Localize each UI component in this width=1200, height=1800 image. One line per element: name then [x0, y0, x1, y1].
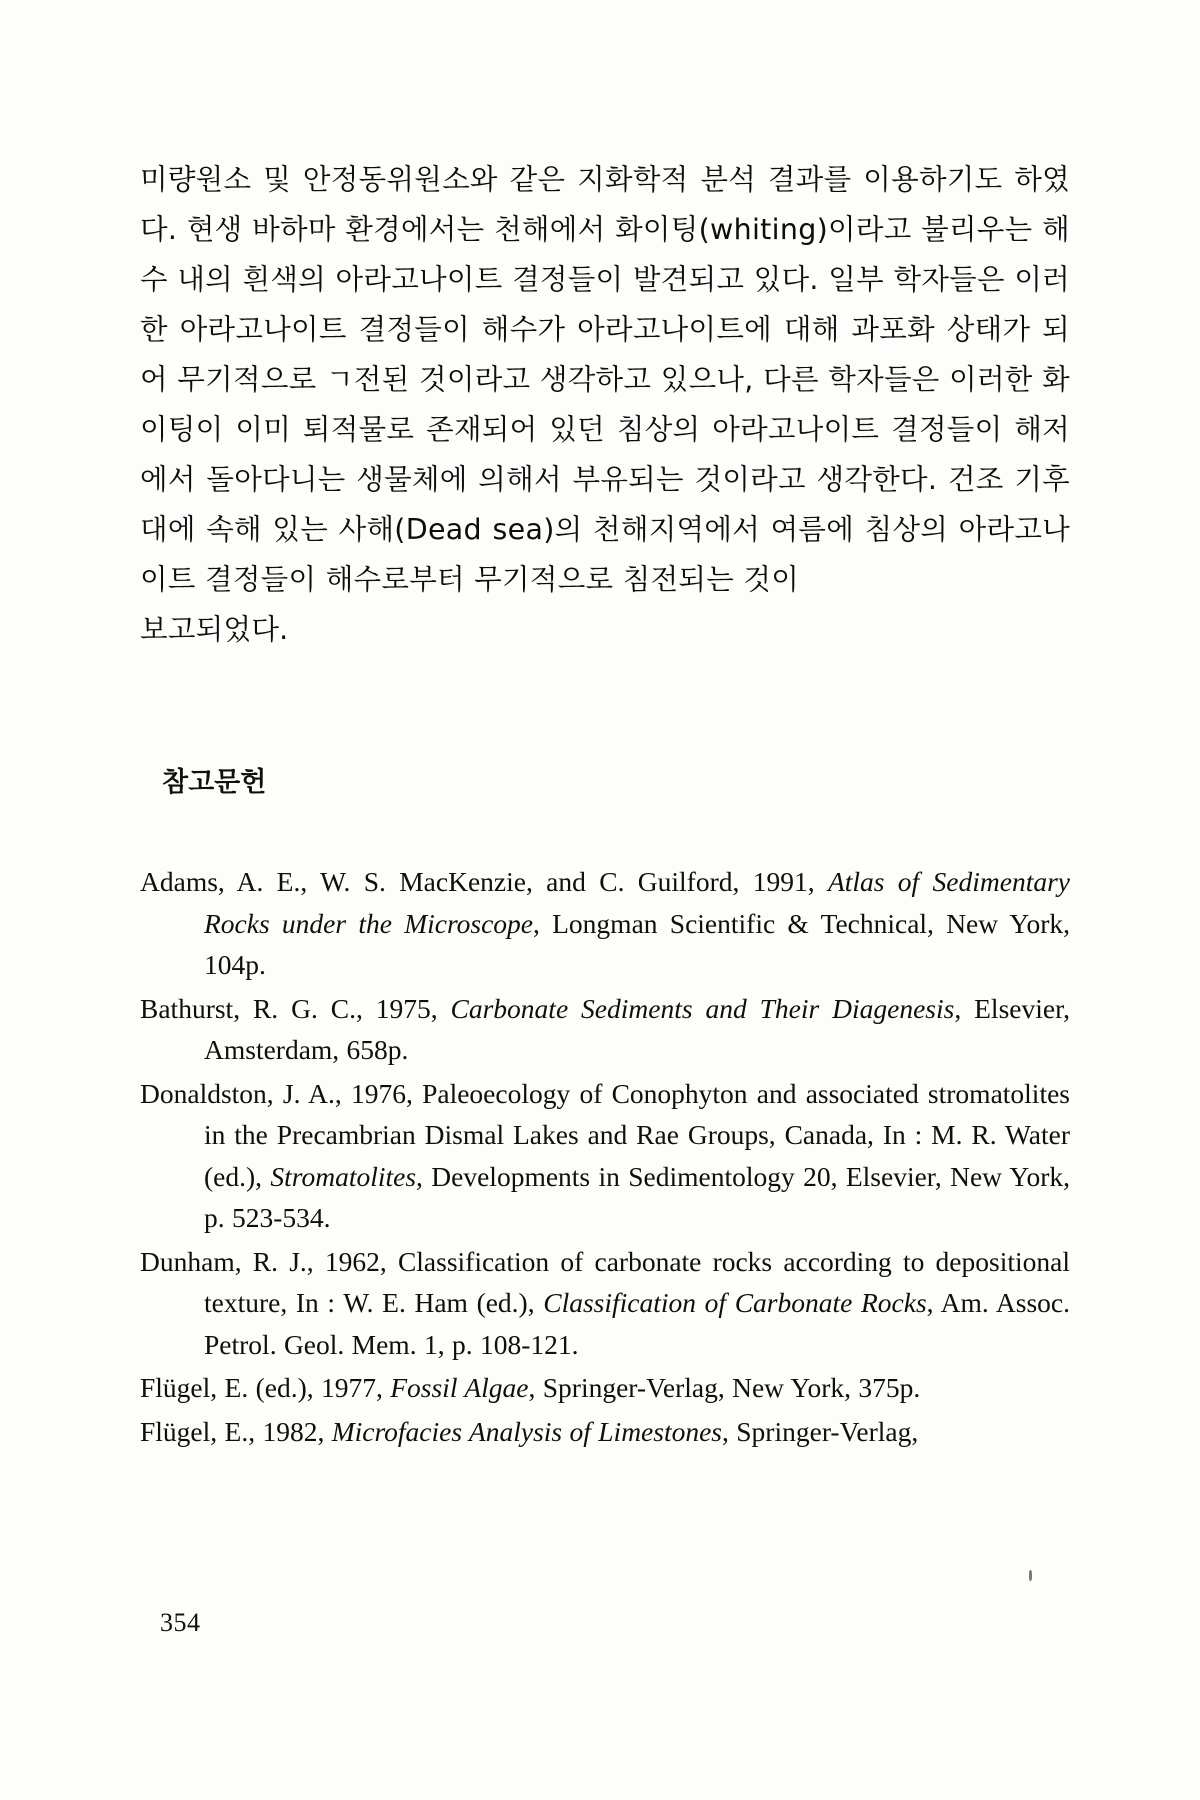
page-speck	[1029, 1570, 1032, 1581]
reference-title: Classification of Carbonate Rocks	[543, 1287, 927, 1318]
reference-text: Donaldston, J. A., 1976, Paleoecology of Conophyton and associated stromatolites in the Precambrian Dismal Lakes and Rae Groups, Canada, In : M. R. Water (ed.),	[140, 1077, 1070, 1192]
reference-text: , Springer-Verlag, New York, 375p.	[528, 1372, 921, 1403]
reference-title: Stromatolites	[270, 1160, 417, 1192]
reference-title: Fossil Algae	[390, 1372, 529, 1403]
page-content	[140, 155, 1070, 1454]
body-paragraph	[140, 155, 1070, 655]
reference-entry	[140, 988, 1070, 1071]
reference-entry	[140, 1241, 1070, 1366]
reference-title: Microfacies Analysis of Limestones	[331, 1415, 723, 1447]
reference-text: , Developments in Sedimentology 20, Elsevier, New York, p. 523-534.	[204, 1160, 1070, 1233]
reference-text: Dunham, R. J., 1962, Classification of carbonate rocks according to depositional texture, In : W. E. Ham (ed.),	[140, 1245, 1070, 1318]
reference-text: Flügel, E. (ed.), 1977,	[140, 1372, 391, 1403]
page-number: 354	[160, 1608, 201, 1637]
reference-entry	[140, 1367, 1070, 1409]
references-heading-wrapper	[140, 760, 1070, 799]
references-heading: 참고문헌	[162, 767, 267, 798]
reference-entry	[140, 1073, 1070, 1239]
body-paragraph-last-line: 보고되었다.	[140, 613, 289, 646]
reference-title: Carbonate Sediments and Their Diagenesis	[450, 992, 955, 1024]
reference-text: Adams, A. E., W. S. MacKenzie, and C. Guilford, 1991,	[140, 866, 828, 897]
reference-entry	[140, 861, 1070, 986]
reference-title: Atlas of Sedimentary Rocks under the Microscope	[204, 866, 1071, 939]
reference-text: , Elsevier, Amsterdam, 658p.	[204, 992, 1070, 1065]
reference-text: Flügel, E., 1982,	[140, 1415, 332, 1447]
reference-entry	[140, 1411, 1070, 1453]
reference-text: , Am. Assoc. Petrol. Geol. Mem. 1, p. 108-121.	[204, 1287, 1070, 1360]
reference-text: , Springer-Verlag,	[722, 1415, 919, 1447]
body-paragraph-text: 미량원소 및 안정동위원소와 같은 지화학적 분석 결과를 이용하기도 하였다. 현생 바하마 환경에서는 천해에서 화이팅(whiting)이라고 불리우는 해수 내의 흰색의 아라고나이트 결정들이 발견되고 있다. 일부 학자들은 이러한 아라고나이트 결정들이 해수가 아라고나이트에 대해 과포화 상태가 되어 무기적으로 ㄱ전된 것이라고 생각하고 있으나, 다른 학자들은 이러한 화이팅이 이미 퇴적물로 존재되어 있던 침상의 아라고나이트 결정들이 해저에서 돌아다니는 생물체에 의해서 부유되는 것이라고 생각한다. 건조 기후대에 속해 있는 사해(Dead sea)의 천해지역에서 여름에 침상의 아라고나이트 결정들이 해수로부터 무기적으로 침전되는 것이	[140, 163, 1070, 596]
reference-text: , Longman Scientific & Technical, New York, 104p.	[204, 907, 1070, 980]
reference-text: Bathurst, R. G. C., 1975,	[140, 992, 451, 1024]
reference-list	[140, 861, 1070, 1452]
